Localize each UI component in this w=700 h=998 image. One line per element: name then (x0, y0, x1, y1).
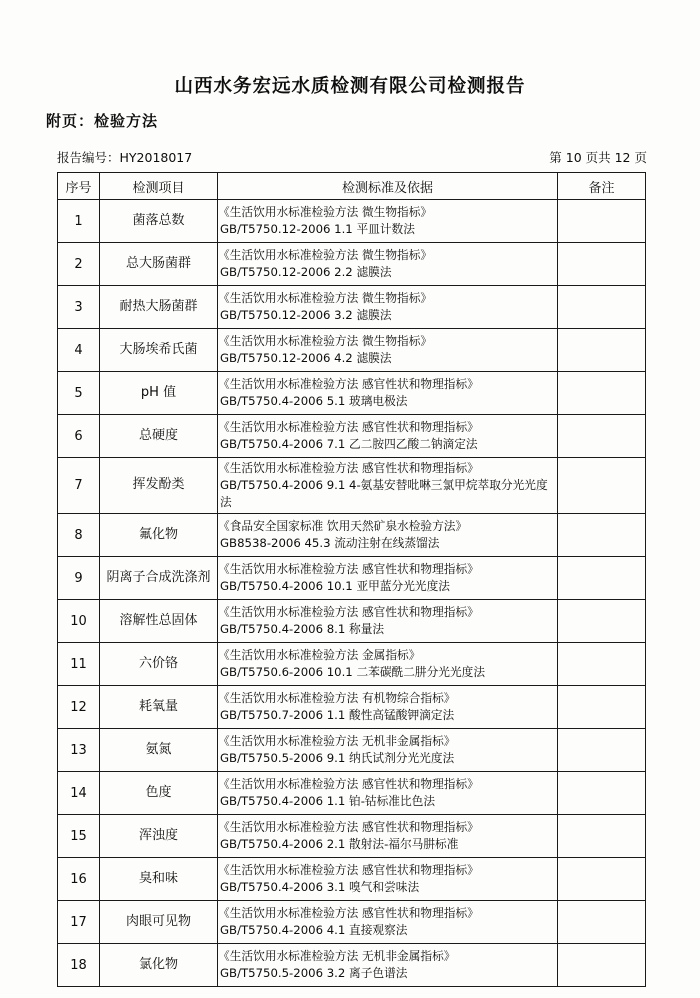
row-note (558, 200, 646, 243)
column-header-no: 序号 (58, 173, 100, 200)
standard-code: GB/T5750.12-2006 4.2 滤膜法 (220, 351, 392, 365)
standard-code: GB/T5750.12-2006 3.2 滤膜法 (220, 308, 392, 322)
row-no: 18 (58, 944, 100, 987)
row-no: 16 (58, 858, 100, 901)
report-meta-row (57, 148, 647, 166)
report-number: 报告编号：HY2018017 (57, 150, 193, 165)
standard-code: GB/T5750.5-2006 3.2 离子色谱法 (220, 966, 408, 980)
table-header-row (58, 173, 646, 200)
row-standard (218, 643, 558, 686)
row-standard (218, 729, 558, 772)
row-standard (218, 557, 558, 600)
row-no: 9 (58, 557, 100, 600)
standard-title: 《生活饮用水标准检验方法 感官性状和物理指标》 (218, 461, 479, 476)
table-row (58, 200, 646, 243)
row-item: 氯化物 (100, 944, 218, 987)
row-no: 2 (58, 243, 100, 286)
standard-title: 《生活饮用水标准检验方法 有机物综合指标》 (218, 691, 456, 706)
row-note (558, 514, 646, 557)
row-standard (218, 243, 558, 286)
table-row (58, 643, 646, 686)
row-item: 阴离子合成洗涤剂 (100, 557, 218, 600)
test-methods-table (57, 172, 646, 987)
row-standard (218, 415, 558, 458)
row-no: 1 (58, 200, 100, 243)
row-no: 5 (58, 372, 100, 415)
row-item: 氨氮 (100, 729, 218, 772)
page-title: 山西水务宏远水质检测有限公司检测报告 (174, 76, 526, 97)
row-item: 挥发酚类 (100, 458, 218, 514)
standard-title: 《生活饮用水标准检验方法 感官性状和物理指标》 (218, 820, 479, 835)
standard-title: 《生活饮用水标准检验方法 金属指标》 (218, 648, 421, 663)
table-row (58, 600, 646, 643)
table-row (58, 286, 646, 329)
row-item: 臭和味 (100, 858, 218, 901)
page-indicator: 第 10 页共 12 页 (549, 150, 647, 165)
row-item: pH 值 (100, 372, 218, 415)
row-standard (218, 329, 558, 372)
row-item: 肉眼可见物 (100, 901, 218, 944)
table-row (58, 858, 646, 901)
standard-code: GB8538-2006 45.3 流动注射在线蒸馏法 (220, 536, 440, 550)
standard-title: 《生活饮用水标准检验方法 感官性状和物理指标》 (218, 605, 479, 620)
standard-code: GB/T5750.4-2006 7.1 乙二胺四乙酸二钠滴定法 (220, 437, 478, 451)
column-header-note: 备注 (558, 173, 646, 200)
row-note (558, 286, 646, 329)
row-item: 六价铬 (100, 643, 218, 686)
row-item: 菌落总数 (100, 200, 218, 243)
row-note (558, 729, 646, 772)
row-item: 溶解性总固体 (100, 600, 218, 643)
row-note (558, 686, 646, 729)
row-standard (218, 686, 558, 729)
standard-title: 《生活饮用水标准检验方法 感官性状和物理指标》 (218, 420, 479, 435)
table-row (58, 729, 646, 772)
row-item: 浑浊度 (100, 815, 218, 858)
row-item: 总硬度 (100, 415, 218, 458)
standard-title: 《生活饮用水标准检验方法 无机非金属指标》 (218, 949, 456, 964)
standard-title: 《生活饮用水标准检验方法 感官性状和物理指标》 (218, 777, 479, 792)
row-note (558, 243, 646, 286)
standard-title: 《生活饮用水标准检验方法 微生物指标》 (218, 291, 433, 306)
standard-title: 《生活饮用水标准检验方法 感官性状和物理指标》 (218, 906, 479, 921)
table-row (58, 815, 646, 858)
table-header (58, 173, 646, 200)
row-note (558, 772, 646, 815)
column-header-item: 检测项目 (100, 173, 218, 200)
standard-title: 《生活饮用水标准检验方法 微生物指标》 (218, 248, 433, 263)
standard-code: GB/T5750.4-2006 2.1 散射法-福尔马肼标准 (220, 837, 459, 851)
row-standard (218, 815, 558, 858)
row-no: 15 (58, 815, 100, 858)
row-note (558, 901, 646, 944)
table-row (58, 514, 646, 557)
row-note (558, 944, 646, 987)
row-no: 4 (58, 329, 100, 372)
row-note (558, 372, 646, 415)
standard-title: 《生活饮用水标准检验方法 感官性状和物理指标》 (218, 562, 479, 577)
row-item: 色度 (100, 772, 218, 815)
standard-title: 《生活饮用水标准检验方法 感官性状和物理指标》 (218, 377, 479, 392)
row-note (558, 600, 646, 643)
row-item: 总大肠菌群 (100, 243, 218, 286)
row-no: 11 (58, 643, 100, 686)
standard-code: GB/T5750.4-2006 10.1 亚甲蓝分光光度法 (220, 579, 450, 593)
standard-code: GB/T5750.5-2006 9.1 纳氏试剂分光光度法 (220, 751, 455, 765)
row-no: 13 (58, 729, 100, 772)
row-note (558, 858, 646, 901)
row-no: 8 (58, 514, 100, 557)
table-row (58, 329, 646, 372)
table-row (58, 458, 646, 514)
row-standard (218, 372, 558, 415)
table-row (58, 243, 646, 286)
row-note (558, 415, 646, 458)
standard-title: 《生活饮用水标准检验方法 微生物指标》 (218, 205, 433, 220)
attachment-subtitle: 附页：检验方法 (46, 112, 159, 130)
row-standard (218, 286, 558, 329)
row-item: 耐热大肠菌群 (100, 286, 218, 329)
row-item: 大肠埃希氏菌 (100, 329, 218, 372)
table-row (58, 415, 646, 458)
row-standard (218, 200, 558, 243)
row-item: 氟化物 (100, 514, 218, 557)
table-row (58, 557, 646, 600)
table-row (58, 944, 646, 987)
row-standard (218, 772, 558, 815)
standard-title: 《生活饮用水标准检验方法 无机非金属指标》 (218, 734, 456, 749)
row-no: 6 (58, 415, 100, 458)
row-standard (218, 858, 558, 901)
table-row (58, 686, 646, 729)
standard-code: GB/T5750.4-2006 8.1 称量法 (220, 622, 385, 636)
row-no: 7 (58, 458, 100, 514)
standard-code: GB/T5750.4-2006 4.1 直接观察法 (220, 923, 408, 937)
standard-code: GB/T5750.6-2006 10.1 二苯碳酰二肼分光光度法 (220, 665, 486, 679)
standard-title: 《食品安全国家标准 饮用天然矿泉水检验方法》 (218, 519, 468, 534)
standard-code: GB/T5750.4-2006 3.1 嗅气和尝味法 (220, 880, 420, 894)
standard-code: GB/T5750.12-2006 2.2 滤膜法 (220, 265, 392, 279)
row-standard (218, 514, 558, 557)
row-item: 耗氧量 (100, 686, 218, 729)
row-no: 3 (58, 286, 100, 329)
row-standard (218, 901, 558, 944)
standard-title: 《生活饮用水标准检验方法 感官性状和物理指标》 (218, 863, 479, 878)
standard-code: GB/T5750.4-2006 9.1 4-氨基安替吡啉三氯甲烷萃取分光光度法 (220, 478, 548, 509)
table-body (58, 200, 646, 987)
row-standard (218, 458, 558, 514)
row-note (558, 329, 646, 372)
row-note (558, 815, 646, 858)
row-no: 14 (58, 772, 100, 815)
row-no: 10 (58, 600, 100, 643)
row-standard (218, 600, 558, 643)
row-no: 17 (58, 901, 100, 944)
standard-title: 《生活饮用水标准检验方法 微生物指标》 (218, 334, 433, 349)
row-note (558, 557, 646, 600)
column-header-standard: 检测标准及依据 (218, 173, 558, 200)
standard-code: GB/T5750.7-2006 1.1 酸性高锰酸钾滴定法 (220, 708, 455, 722)
table-row (58, 772, 646, 815)
row-note (558, 643, 646, 686)
standard-code: GB/T5750.4-2006 1.1 铂-钴标准比色法 (220, 794, 436, 808)
standard-code: GB/T5750.12-2006 1.1 平皿计数法 (220, 222, 415, 236)
table-row (58, 372, 646, 415)
standard-code: GB/T5750.4-2006 5.1 玻璃电极法 (220, 394, 408, 408)
row-standard (218, 944, 558, 987)
table-row (58, 901, 646, 944)
row-note (558, 458, 646, 514)
row-no: 12 (58, 686, 100, 729)
